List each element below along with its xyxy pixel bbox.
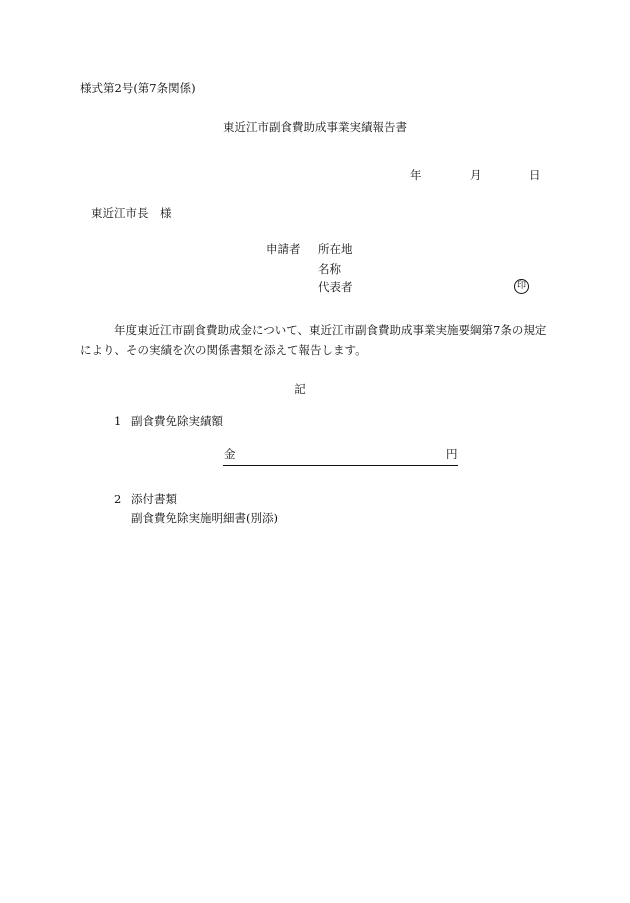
- ki-heading: 記: [294, 382, 306, 396]
- amount-underline: [223, 465, 458, 466]
- form-number: 様式第2号(第7条関係): [80, 81, 196, 95]
- item-2-attachment: 副食費免除実施明細書(別添): [131, 511, 278, 525]
- body-text-line-2: により、その実績を次の関係書類を添えて報告します。: [80, 343, 367, 357]
- date-year-label: 年: [410, 168, 422, 182]
- amount-unit: 円: [446, 447, 458, 461]
- date-day-label: 日: [529, 168, 541, 182]
- item-1-number: 1: [114, 414, 122, 428]
- item-1-title: 副食費免除実績額: [131, 414, 223, 428]
- body-text-line-1: 年度東近江市副食費助成金について、東近江市副食費助成事業実施要綱第7条の規定: [114, 323, 547, 337]
- date-month-label: 月: [470, 168, 482, 182]
- item-2-title: 添付書類: [131, 492, 177, 506]
- name-label: 名称: [318, 262, 341, 276]
- applicant-label: 申請者: [266, 242, 301, 256]
- amount-prefix: 金: [224, 447, 236, 461]
- item-2-number: 2: [114, 492, 122, 506]
- document-title: 東近江市副食費助成事業実績報告書: [223, 120, 407, 134]
- seal-mark: 印: [514, 279, 529, 294]
- representative-label: 代表者: [318, 280, 353, 294]
- address-label: 所在地: [318, 242, 353, 256]
- recipient: 東近江市長 様: [91, 206, 172, 220]
